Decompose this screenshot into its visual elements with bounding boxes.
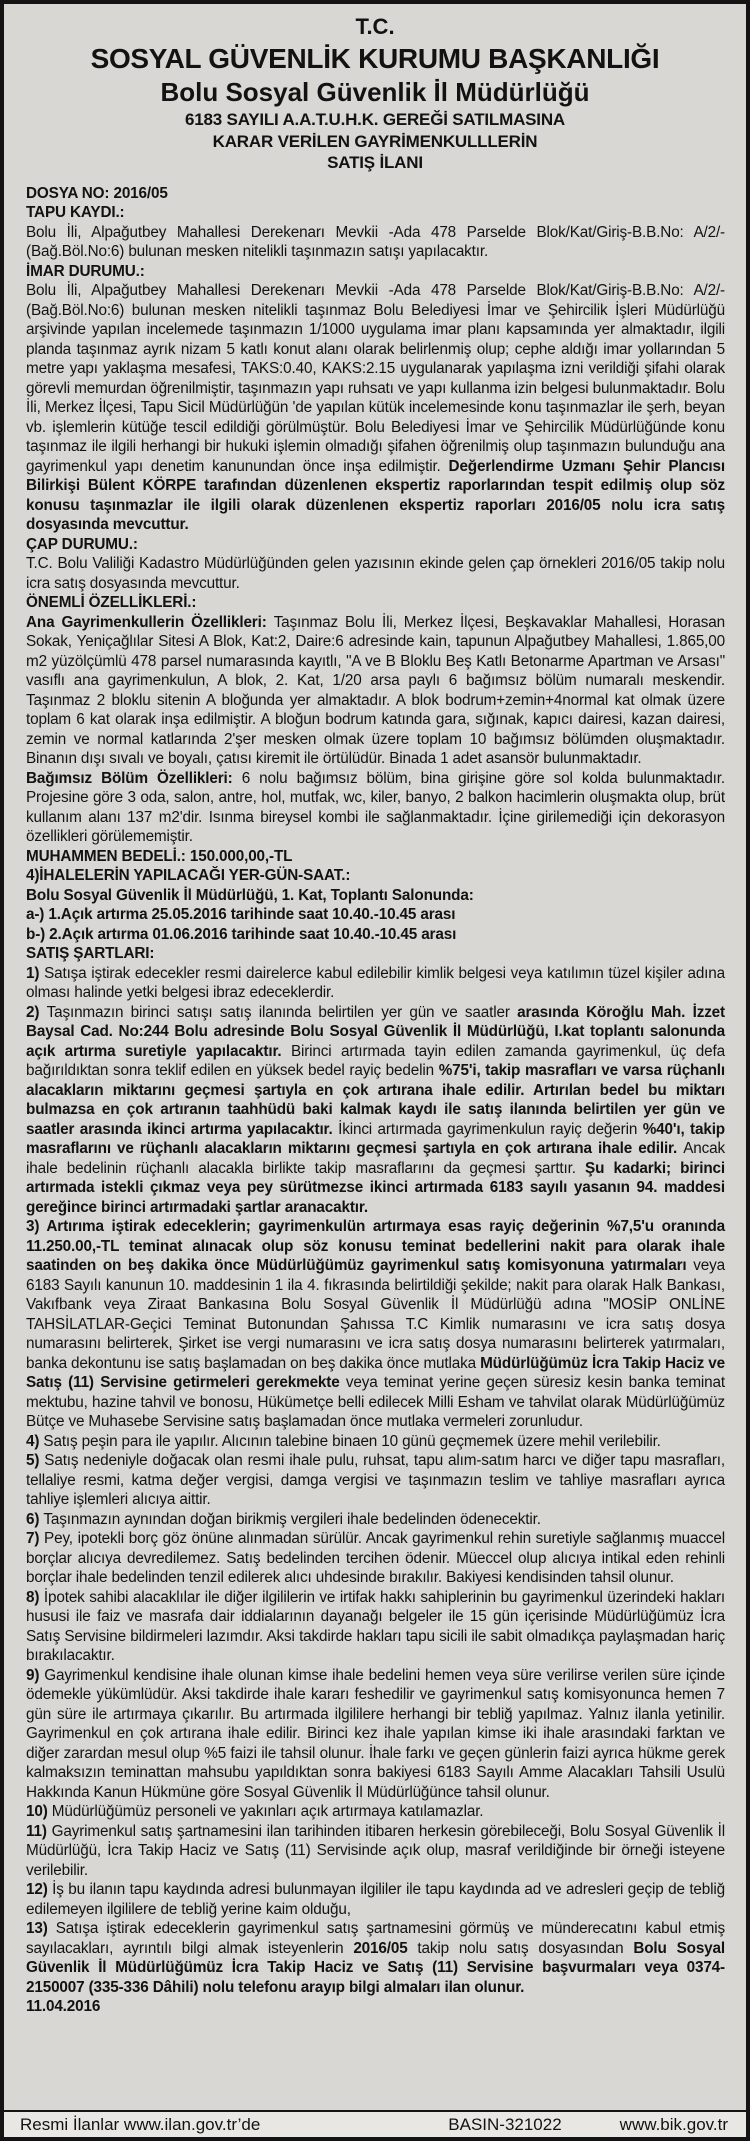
footer-official-ads-text: Resmi İlanlar www.ilan.gov.tr’de [20, 2115, 261, 2134]
bold-text-run: ÖNEMLİ ÖZELLİKLERİ.: [26, 594, 197, 611]
text-run: T.C. Bolu Valiliği Kadastro Müdürlüğünden gelen yazısının ekinde gelen çap örnekleri 2016/05 takip nolu icra satış dosyasında mevcuttur. [26, 555, 725, 592]
text-run: Taşınmazın birinci satışı satış ilanında belirtilen yer gün ve saatler [46, 1003, 518, 1021]
footer-bik-url: www.bik.gov.tr [619, 2115, 728, 2134]
madde-11 [26, 1822, 725, 1881]
madde-12 [26, 1880, 725, 1919]
bold-text-run: SATIŞ ŞARTLARI: [26, 945, 155, 962]
text-run: Satış nedeniyle doğacak olan resmi ihale pulu, ruhsat, tapu alım-satım harcı ve diğer tapu masrafları, tellaliye resmi, katma değer vergisi, damga vergisi ve taşınmazın teslim ve tahliye masrafları ayrıca tahliye işlemleri alıcıya aittir. [26, 1452, 726, 1508]
bold-text-run: 6) [26, 1510, 44, 1528]
bold-text-run: b-) 2.Açık artırma 01.06.2016 tarihinde saat 10.40.-10.45 arası [26, 925, 457, 943]
tapu-kaydi-text [26, 223, 725, 262]
text-run: Bolu İli, Alpağutbey Mahallesi Derekenarı Mevkii -Ada 478 Parselde Blok/Kat/Giriş-B.B.No: A/2/-(Bağ.Böl.No:6) bulunan mesken nitelikli taşınmaz Bolu Belediyesi İmar ve Şehircilik İşleri Müdürlüğü arşivinde yapılan incelemede taşınmazın 1/1000 uygulama imar planı kapsamında yer almaktadır, ilgili planda taşınmaz ayrık nizam 5 katlı konut alanı olarak belirlenmiş olup; cephe aldığı imar yollarından 5 metre yapı yaklaşma mesafesi, TAKS:0.40, KAKS:2.15 uygulanarak yapılaşma izni verildiği şifahi olarak görevli memurdan öğrenilmiştir, taşınmazın yapı ruhsatı ve yapı kullanma izin belgesi bulunmaktadır. Bolu İli, Merkez İlçesi, Tapu Sicil Müdürlüğün 'de yapılan kütük incelemesinde konu taşınmazlar ile şerh, beyan vb. işlemlerin kütüğe tescil edildiği görülmüştür. Bolu Belediyesi İmar ve Şehircilik Müdürlüğünde konu taşınmaz ile ilgili herhangi bir hukuki işlemin olmadığı şifahen öğrenilmiş olup taşınmazın bulunduğu ana gayrimenkul yapı denetim kanunundan önce inşa edilmiştir. [26, 282, 725, 475]
imar-durumu-text [26, 281, 725, 535]
text-run: Bolu İli, Alpağutbey Mahallesi Derekenarı Mevkii -Ada 478 Parselde Blok/Kat/Giriş-B.B.No: A/2/-(Bağ.Böl.No:6) bulunan mesken nitelikli taşınmazın satışı yapılacaktır. [26, 223, 725, 260]
bold-text-run: 8) [26, 1588, 44, 1606]
page-title: SATIŞ İLANI [327, 153, 423, 172]
ihale-b [26, 925, 725, 945]
bold-text-run: Bolu Sosyal Güvenlik İl Müdürlüğü, 1. Kat, Toplantı Salonunda: [26, 886, 474, 904]
bold-text-run: İMAR DURUMU.: [26, 262, 145, 280]
madde-2 [26, 1003, 725, 1218]
madde-6 [26, 1510, 725, 1530]
ihale-yer [26, 886, 725, 906]
text-run: 6 nolu bağımsız bölüm, bina girişine göre sol kolda bulunmaktadır. Projesine göre 3 oda, salon, antre, hol, mutfak, wc, kiler, banyo, 2 balkon hacimlerin oluşmakta olup, brüt kullanım alanı 137 m2'dir. Isınma bireysel kombi ile sağlanmaktadır. İçine girilemediği için dekorasyon özellikleri görülememiştir. [26, 769, 725, 845]
bold-text-run: DOSYA NO: 2016/05 [26, 184, 168, 202]
text-run: Birinci artırmada tayin edilen zamanda gayrimenkul, üç defa bağırıldıktan sonra teklif edilen en yüksek bedel rayiç bedelin [26, 1042, 725, 1079]
madde-13 [26, 1919, 725, 1997]
text-run: Ancak ihale bedelinin rüçhanlı alacakla birlikte takip masraflarını da geçmesi şarttır. [26, 1140, 725, 1177]
bold-text-run: 7) [26, 1530, 45, 1547]
ihale-a [26, 905, 725, 925]
text-run: İkinci artırmada gayrimenkulun rayiç değerin [338, 1120, 643, 1138]
text-run: Satışa iştirak edecekler resmi dairelerce kabul edilebilir kimlik belgesi veya katılımın tüzel kişiler adına olması halinde yetki belgesi ibraz edeceklerdir. [26, 964, 725, 1001]
bold-text-run: 9) [26, 1666, 45, 1684]
ihale-yer-heading [26, 866, 725, 886]
bold-text-run: 12) [26, 1881, 53, 1898]
dosya-no [26, 184, 725, 204]
bold-text-run: 4)İHALELERİN YAPILACAĞI YER-GÜN-SAAT.: [26, 867, 351, 884]
imar-durumu-heading [26, 262, 725, 282]
header-law-line: 6183 SAYILI A.A.T.U.H.K. GEREĞİ SATILMASINA [185, 110, 565, 129]
text-run: veya teminat yerine geçen süresiz kesin banka teminat mektubu, hazine tahvil ve bonosu, Hükümetçe belli edilecek Milli Esham ve tahvilat olarak Müdürlüğümüz Bütçe ve Muhasebe Servisine satış başlamadan önce mutlaka vermeleri zorunludur. [26, 1374, 725, 1430]
madde-10 [26, 1802, 725, 1822]
muhammen-bedeli [26, 847, 725, 867]
footer-press-code: BASIN-321022 [448, 2115, 562, 2134]
bold-text-run: Ana Gayrimenkullerin Özellikleri: [26, 613, 274, 631]
header-directorate: Bolu Sosyal Güvenlik İl Müdürlüğü [160, 77, 590, 107]
ana-gayrimenkul-ozellikleri [26, 613, 725, 769]
bold-text-run: a-) 1.Açık artırma 25.05.2016 tarihinde saat 10.40.-10.45 arası [26, 906, 456, 923]
header-republic: T.C. [355, 14, 395, 39]
text-run: Taşınmaz Bolu İli, Merkez İlçesi, Beşkavaklar Mahallesi, Horasan Sokak, Yeniçağlılar Sitesi A Blok, Kat:2, Daire:6 adresinde kain, tapunun Alpağutbey Mahallesi, 1.865,00 m2 yüzölçümlü 478 parsel numarasında kayıtlı, "A ve B Bloklu Beş Katlı Betonarme Apartman ve Arsası" vasıflı ana gayrimenkulun, A blok, 2. Kat, 1/20 arsa paylı 6 bağımsız bölüm numaralı meskendir. Taşınmaz 2 bloklu sitenin A bloğunda yer almaktadır. A blok bodrum+zemin+4normal kat olmak üzere toplam 6 kat olarak inşa edilmiştir. A bloğun bodrum katında gara, sığınak, kapıcı dairesi, kazan dairesi, zemin ve normal katlarında 2'şer mesken olmak üzere toplam 10 bağımsız bölümden oluşmaktadır. Binanın dışı sıvalı ve boyalı, çatısı kiremit ile örtülüdür. Binada 1 adet asansör bulunmaktadır. [26, 613, 725, 767]
bold-text-run: Müdürlüğümüz İcra Takip Haciz ve Satış (11) Servisine getirmeleri gerekmekte [26, 1354, 725, 1391]
text-run: İş bu ilanın tapu kaydında adresi bulunmayan ilgililer ile tapu kaydında ad ve adresleri geçip de tebliğ edilemeyen ilgililere de tebliğ yerine kaim olduğu, [26, 1881, 726, 1918]
notice-masthead [4, 4, 746, 174]
bold-text-run: 4) [26, 1432, 44, 1450]
text-run: Gayrimenkul satış şartnamesini ilan tarihinden itibaren herkesin görebileceği, Bolu Sosyal Güvenlik İl Müdürlüğü, İcra Takip Haciz ve Satış (11) Servisinde açık olup, masraf verildiğinde bir örneği isteyene verilebilir. [26, 1822, 725, 1879]
bold-text-run: TAPU KAYDI.: [26, 204, 125, 221]
bold-text-run: 3) Artırıma iştirak edeceklerin; gayrimenkulün artırmaya esas rayiç değerinin %7,5'u oranında 11.250.00,-TL teminat alınacak olup söz konusu teminat bedellerini nakit para olarak ihale saatinden on beş dakika önce Müdürlüğümüz gayrimenkul satış komisyonuna yatırmaları [26, 1218, 725, 1274]
bold-text-run: 11) [26, 1822, 52, 1840]
text-run: takip nolu satış dosyasından [407, 1939, 634, 1957]
bold-text-run: Değerlendirme Uzmanı Şehir Plancısı Bilirkişi Bülent KÖRPE tarafından düzenlenen ekspertiz raporlarından tespit edilmiş olup söz konusu taşınmazlar ile ilgili olarak düzenlenen ekspertiz raporları 2016/05 nolu icra satış dosyasında mevcuttur. [26, 457, 725, 533]
cap-durumu-heading [26, 535, 725, 555]
text-run: Taşınmazın aynından doğan birikmiş vergileri ihale bedelinden ödenecektir. [43, 1510, 541, 1528]
cap-durumu-text [26, 554, 725, 593]
ilan-tarihi [26, 1997, 725, 2017]
bold-text-run: 5) [26, 1452, 45, 1469]
madde-9 [26, 1666, 725, 1803]
tapu-kaydi-heading [26, 203, 725, 223]
bold-text-run: MUHAMMEN BEDELİ.: 150.000,00,-TL [26, 847, 293, 865]
text-run: Satışa iştirak edeceklerin gayrimenkul satış şartnamesini görmüş ve münderecatını kabul etmiş sayılacakları, ayrıntılı bilgi almak isteyenlerin [26, 1920, 725, 1957]
bold-text-run: 2) [26, 1003, 47, 1021]
bold-text-run: %40'ı, takip masraflarını ve rüçhanlı alacakların miktarını geçmesi şartıyla en çok artırana ihale edilir. [26, 1120, 725, 1157]
bold-text-run: Şu kadarki; birinci artırmada istekli çıkmaz veya pey sürütmezse ikinci artırmada 6183 sayılı yasanın 94. maddesi gereğince birinci artırmadaki şartlar aranacaktır. [26, 1159, 725, 1216]
bold-text-run: arasında Köroğlu Mah. İzzet Baysal Cad. No:244 Bolu adresinde Bolu Sosyal Güvenlik İl Müdürlüğü, I.kat toplantı salonunda açık artırma suretiyle yapılacaktır. [26, 1003, 725, 1060]
bold-text-run: 10) [26, 1803, 52, 1820]
header-decision-line: KARAR VERİLEN GAYRİMENKULLLERİN [212, 131, 538, 151]
text-run: veya 6183 Sayılı kanunun 10. maddesinin 1 ila 4. fıkrasında belirtildiği şekilde; nakit para olarak Halk Bankası, Vakıfbank veya Ziraat Bankasına Bolu Sosyal Güvenlik İl Müdürlüğü adına "MOSİP ONLİNE TAHSİLATLAR-Geçici Teminat Butonundan Şahıssa T.C Kimlik numarasını ve icra satış dosya numarasını belirterek, Şirket ise vergi numarasını ve icra satış dosya numarasını belirterek yatırmaları, banka dekontunu ise satış başlamadan on beş dakika önce mutlaka [26, 1257, 725, 1372]
text-run: İpotek sahibi alacaklılar ile diğer ilgililerin ve irtifak hakkı sahiplerinin bu gayrimenkul üzerindeki hakları hususi ile faiz ve masrafa dair iddialarının dayanağı belgeler ile 15 gün içerisinde Müdürlüğümüz İcra Satış Servisine bildirmeleri lazımdır. Aksi takdirde hakları tapu sicili ile sabit olmadıkça paylaşmadan hariç bırakılacaktır. [26, 1588, 725, 1664]
bold-text-run: Bolu Sosyal Güvenlik İl Müdürlüğümüz İcra Takip Haciz ve Satış (11) Servisine başvurmaları veya 0374-2150007 (335-336 Dâhili) nolu telefonu arayıp bilgi almaları ilan olunur. [26, 1939, 725, 1996]
madde-8 [26, 1588, 725, 1666]
madde-4 [26, 1432, 725, 1452]
text-run: Pey, ipotekli borç göz önüne alınmadan sürülür. Ancak gayrimenkul rehin suretiyle sağlanmış muaccel borçlar alıcıya devredilemez. Satış bedelinden tercihen ödenir. Müeccel olup alıcıya intikal eden rehinli borçlar ihale bedelinden tenzil edilerek alıcı uhdesinde bırakılır. Bakiyesi kendisinden tahsil olunur. [26, 1530, 726, 1586]
madde-7 [26, 1529, 725, 1588]
text-run: Satış peşin para ile yapılır. Alıcının talebine binaen 10 günü geçmemek üzere mehil verilebilir. [43, 1432, 661, 1450]
bold-text-run: 13) [26, 1920, 56, 1937]
madde-3 [26, 1217, 725, 1432]
bold-text-run: ÇAP DURUMU.: [26, 535, 138, 553]
notice-body [4, 174, 746, 2111]
madde-1 [26, 964, 725, 1003]
text-run: Gayrimenkul kendisine ihale olunan kimse ihale bedelini hemen veya süre verilirse verilen süre içinde ödemekle yükümlüdür. Aksi takdirde ihale kararı feshedilir ve gayrimenkul satış komisyonunca hemen 7 gün süre ile artırmaya çıkarılır. Bu artırmada ilgililere herhangi bir tebliğ yapılmaz. Yalnız ilanla yetinilir. Gayrimenkul en çok artırana ihale edilir. Birinci kez ihale yapılan kimse iki ihale arasındaki farktan ve diğer zarardan mesul olup %5 faizi ile tahsil olunur. İhale farkı ve geçen günlerin faizi ayrıca hükme gerek kalmaksızın teminattan mahsubu yapıldıktan sonra bakiyesi 6183 Sayılı Amme Alacakları Tahsili Usulü Hakkında Kanun Hükmüne göre Sosyal Güvenlik İl Müdürlüğünce tahsil olunur. [26, 1666, 725, 1801]
bold-text-run: Bağımsız Bölüm Özellikleri: [26, 769, 242, 787]
satis-sartlari-heading [26, 944, 725, 964]
text-run: Müdürlüğümüz personeli ve yakınları açık artırmaya katılamazlar. [51, 1803, 484, 1820]
bold-text-run: 2016/05 [353, 1939, 408, 1957]
header-institution: SOSYAL GÜVENLİK KURUMU BAŞKANLIĞI [90, 43, 660, 74]
madde-5 [26, 1451, 725, 1510]
bold-text-run: 11.04.2016 [26, 1998, 101, 2015]
bold-text-run: %75'i, takip masrafları ve varsa rüçhanlı alacakların miktarını geçmesi şartıyla en çok artırana ihale edilir. Artırılan bedel bu miktarı bulmazsa en çok artıranın taahhüdü baki kalmak kaydı ile satış ilanında belirtilen yer gün ve saatler arasında ikinci artırma yapılacaktır. [26, 1062, 725, 1138]
notice-footer [4, 2110, 746, 2137]
onemli-ozellikleri-heading [26, 593, 725, 613]
bold-text-run: 1) [26, 964, 45, 982]
bagimsiz-bolum-ozellikleri [26, 769, 725, 847]
